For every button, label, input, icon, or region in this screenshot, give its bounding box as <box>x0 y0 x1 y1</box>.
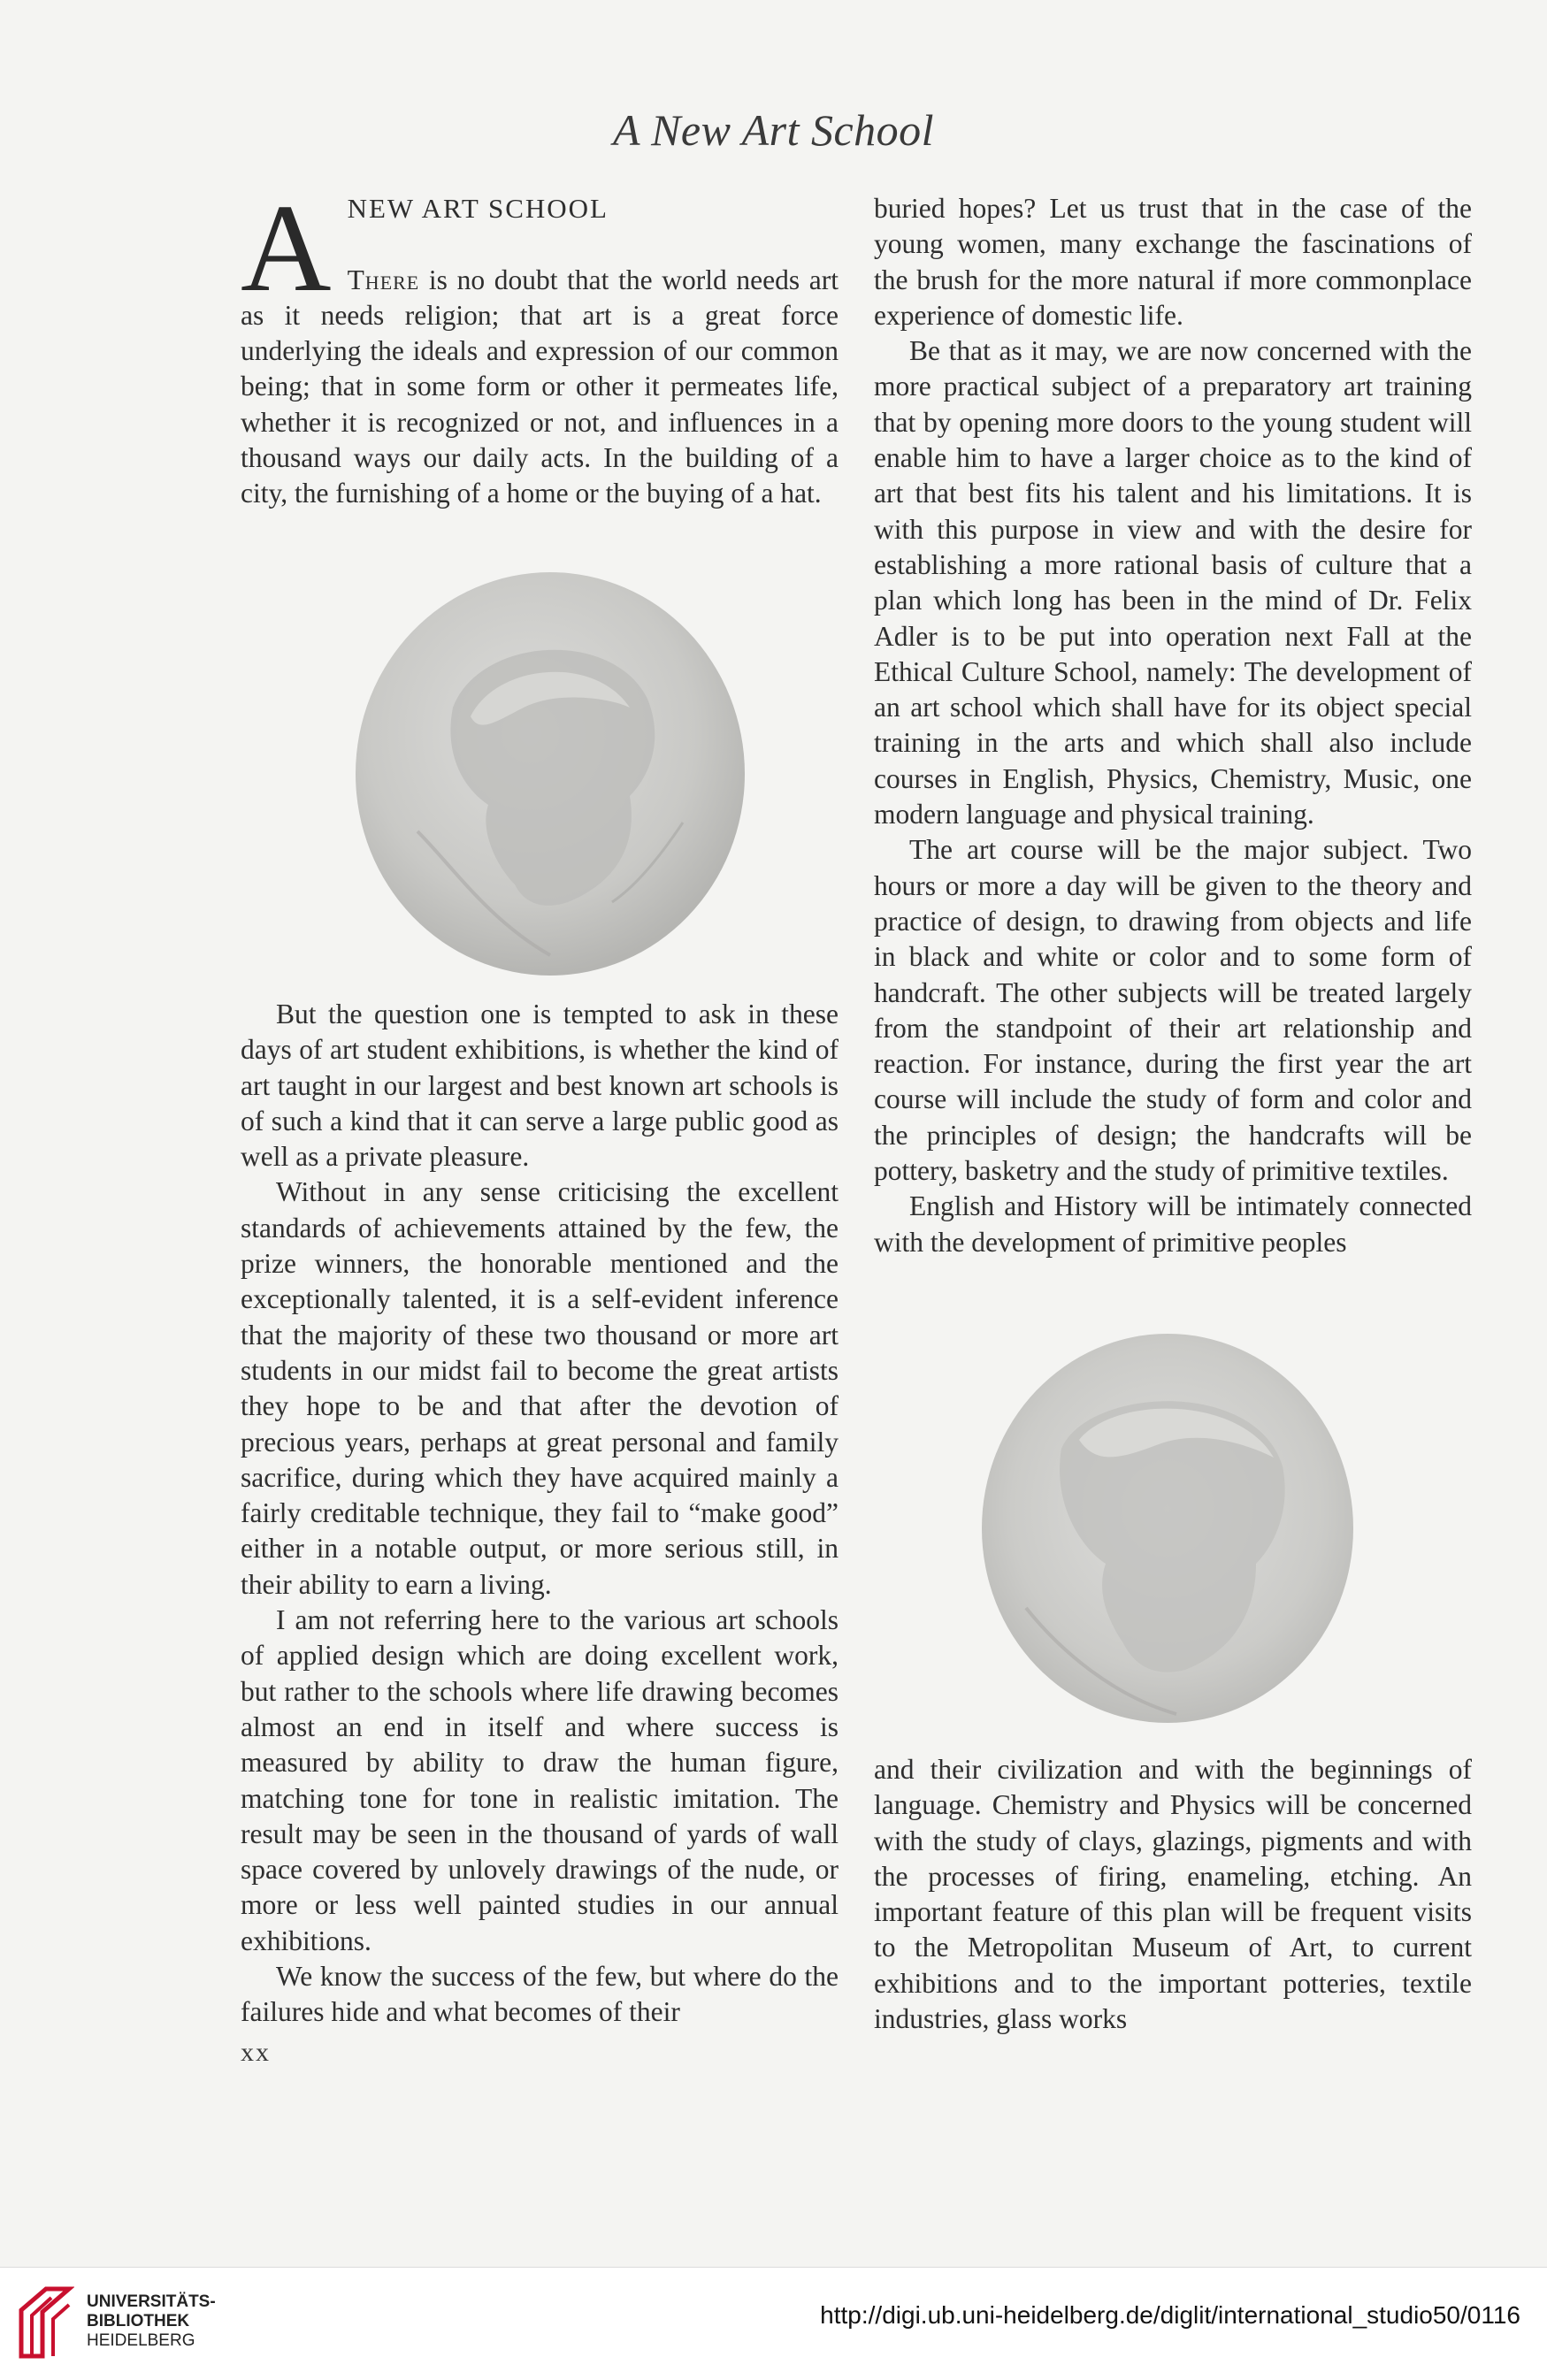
running-head: A New Art School <box>612 105 935 155</box>
right-column-top <box>874 191 1472 1260</box>
paragraph: The art course will be the major subject. Two hours or more a day will be given to the theory and practice of design, to drawing from objects and life in black and white or color and to some form of handcraft. The other subjects will be treated largely from the standpoint of their art relationship and reaction. For instance, during the first year the art course will include the study of form and color and the principles of design; the handcrafts will be pottery, basketry and the study of primitive textiles. <box>874 834 1472 1187</box>
paragraph: I am not referring here to the various art schools of applied design which are doing excellent work, but rather to the schools where life drawing becomes almost an end in itself and where success is measured by ability to draw the human figure, matching tone for tone in realistic imitation. The result may be seen in the thousand of yards of wall space covered by unlovely drawings of the nude, or more or less well painted studies in our annual exhibitions. <box>241 1604 839 1956</box>
paragraph: But the question one is tempted to ask in these days of art student exhibitions, is whether the kind of art taught in our largest and best known art schools is of such a kind that it can serve a large public good as well as a private pleasure. <box>241 999 839 1173</box>
library-name <box>87 2292 216 2351</box>
right-column-bottom <box>874 1752 1472 2037</box>
library-logo-icon <box>16 2284 74 2361</box>
medallion-relief-portrait-2 <box>973 1325 1362 1732</box>
left-column-bottom <box>241 997 839 2031</box>
source-url-link[interactable]: http://digi.ub.uni-heidelberg.de/diglit/international_studio50/0116 <box>820 2301 1520 2329</box>
library-name-line: UNIVERSITÄTS- <box>87 2292 216 2311</box>
drop-cap: A <box>241 178 332 318</box>
page-number: xx <box>241 2038 271 2067</box>
paragraph-continued: buried hopes? Let us trust that in the case of the young women, many exchange the fascinations of the brush for the more natural if more commonplace experience of domestic life. <box>874 193 1472 331</box>
digitization-footer <box>0 2267 1547 2380</box>
article-title: NEW ART SCHOOL <box>347 193 609 224</box>
paragraph: We know the success of the few, but where do the failures hide and what becomes of their <box>241 1961 839 2028</box>
paragraph: Without in any sense criticising the excellent standards of achievements attained by the few, the prize winners, the honorable mentioned and the exceptionally talented, it is a self-evident inference that the majority of these two thousand or more art students in our midst fail to become the great artists they hope to be and that after the devotion of precious years, perhaps at great personal and family sacrifice, during which they have acquired mainly a fairly creditable technique, they fail to “make good” either in a notable output, or more serious still, in their ability to earn a living. <box>241 1176 839 1600</box>
lead-smallcaps: There <box>347 264 420 295</box>
library-name-line: HEIDELBERG <box>87 2331 195 2350</box>
left-column-top <box>241 178 839 512</box>
medallion-relief-portrait-1 <box>347 566 754 982</box>
library-name-line: BIBLIOTHEK <box>87 2312 190 2330</box>
paragraph-continued: and their civilization and with the beginnings of language. Chemistry and Physics will be concerned with the study of clays, glazings, pigments and with the processes of firing, enameling, etching. An important feature of this plan will be frequent visits to the Metropolitan Museum of Art, to current exhibitions and to the important potteries, textile industries, glass works <box>874 1754 1472 2035</box>
opening-paragraph-text: is no doubt that the world needs art as it needs religion; that art is a great force underlying the ideals and expression of our common being; that in some form or other it permeates life, whether it is recognized or not, and influences in a thousand ways our daily acts. In the building of a city, the furnishing of a home or the buying of a hat. <box>241 264 839 509</box>
opening-paragraph <box>241 178 839 512</box>
paragraph: Be that as it may, we are now concerned with the more practical subject of a preparatory art training that by opening more doors to the young student will enable him to have a larger choice as to the kind of art that best fits his talent and his limitations. It is with this purpose in view and with the desire for establishing a more rational basis of culture that a plan which long has been in the mind of Dr. Felix Adler is to be put into operation next Fall at the Ethical Culture School, namely: The development of an art school which shall have for its object special training in the arts and which shall also include courses in English, Physics, Chemistry, Music, one modern language and physical training. <box>874 335 1472 830</box>
paragraph: English and History will be intimately connected with the development of primitive peoples <box>874 1190 1472 1258</box>
